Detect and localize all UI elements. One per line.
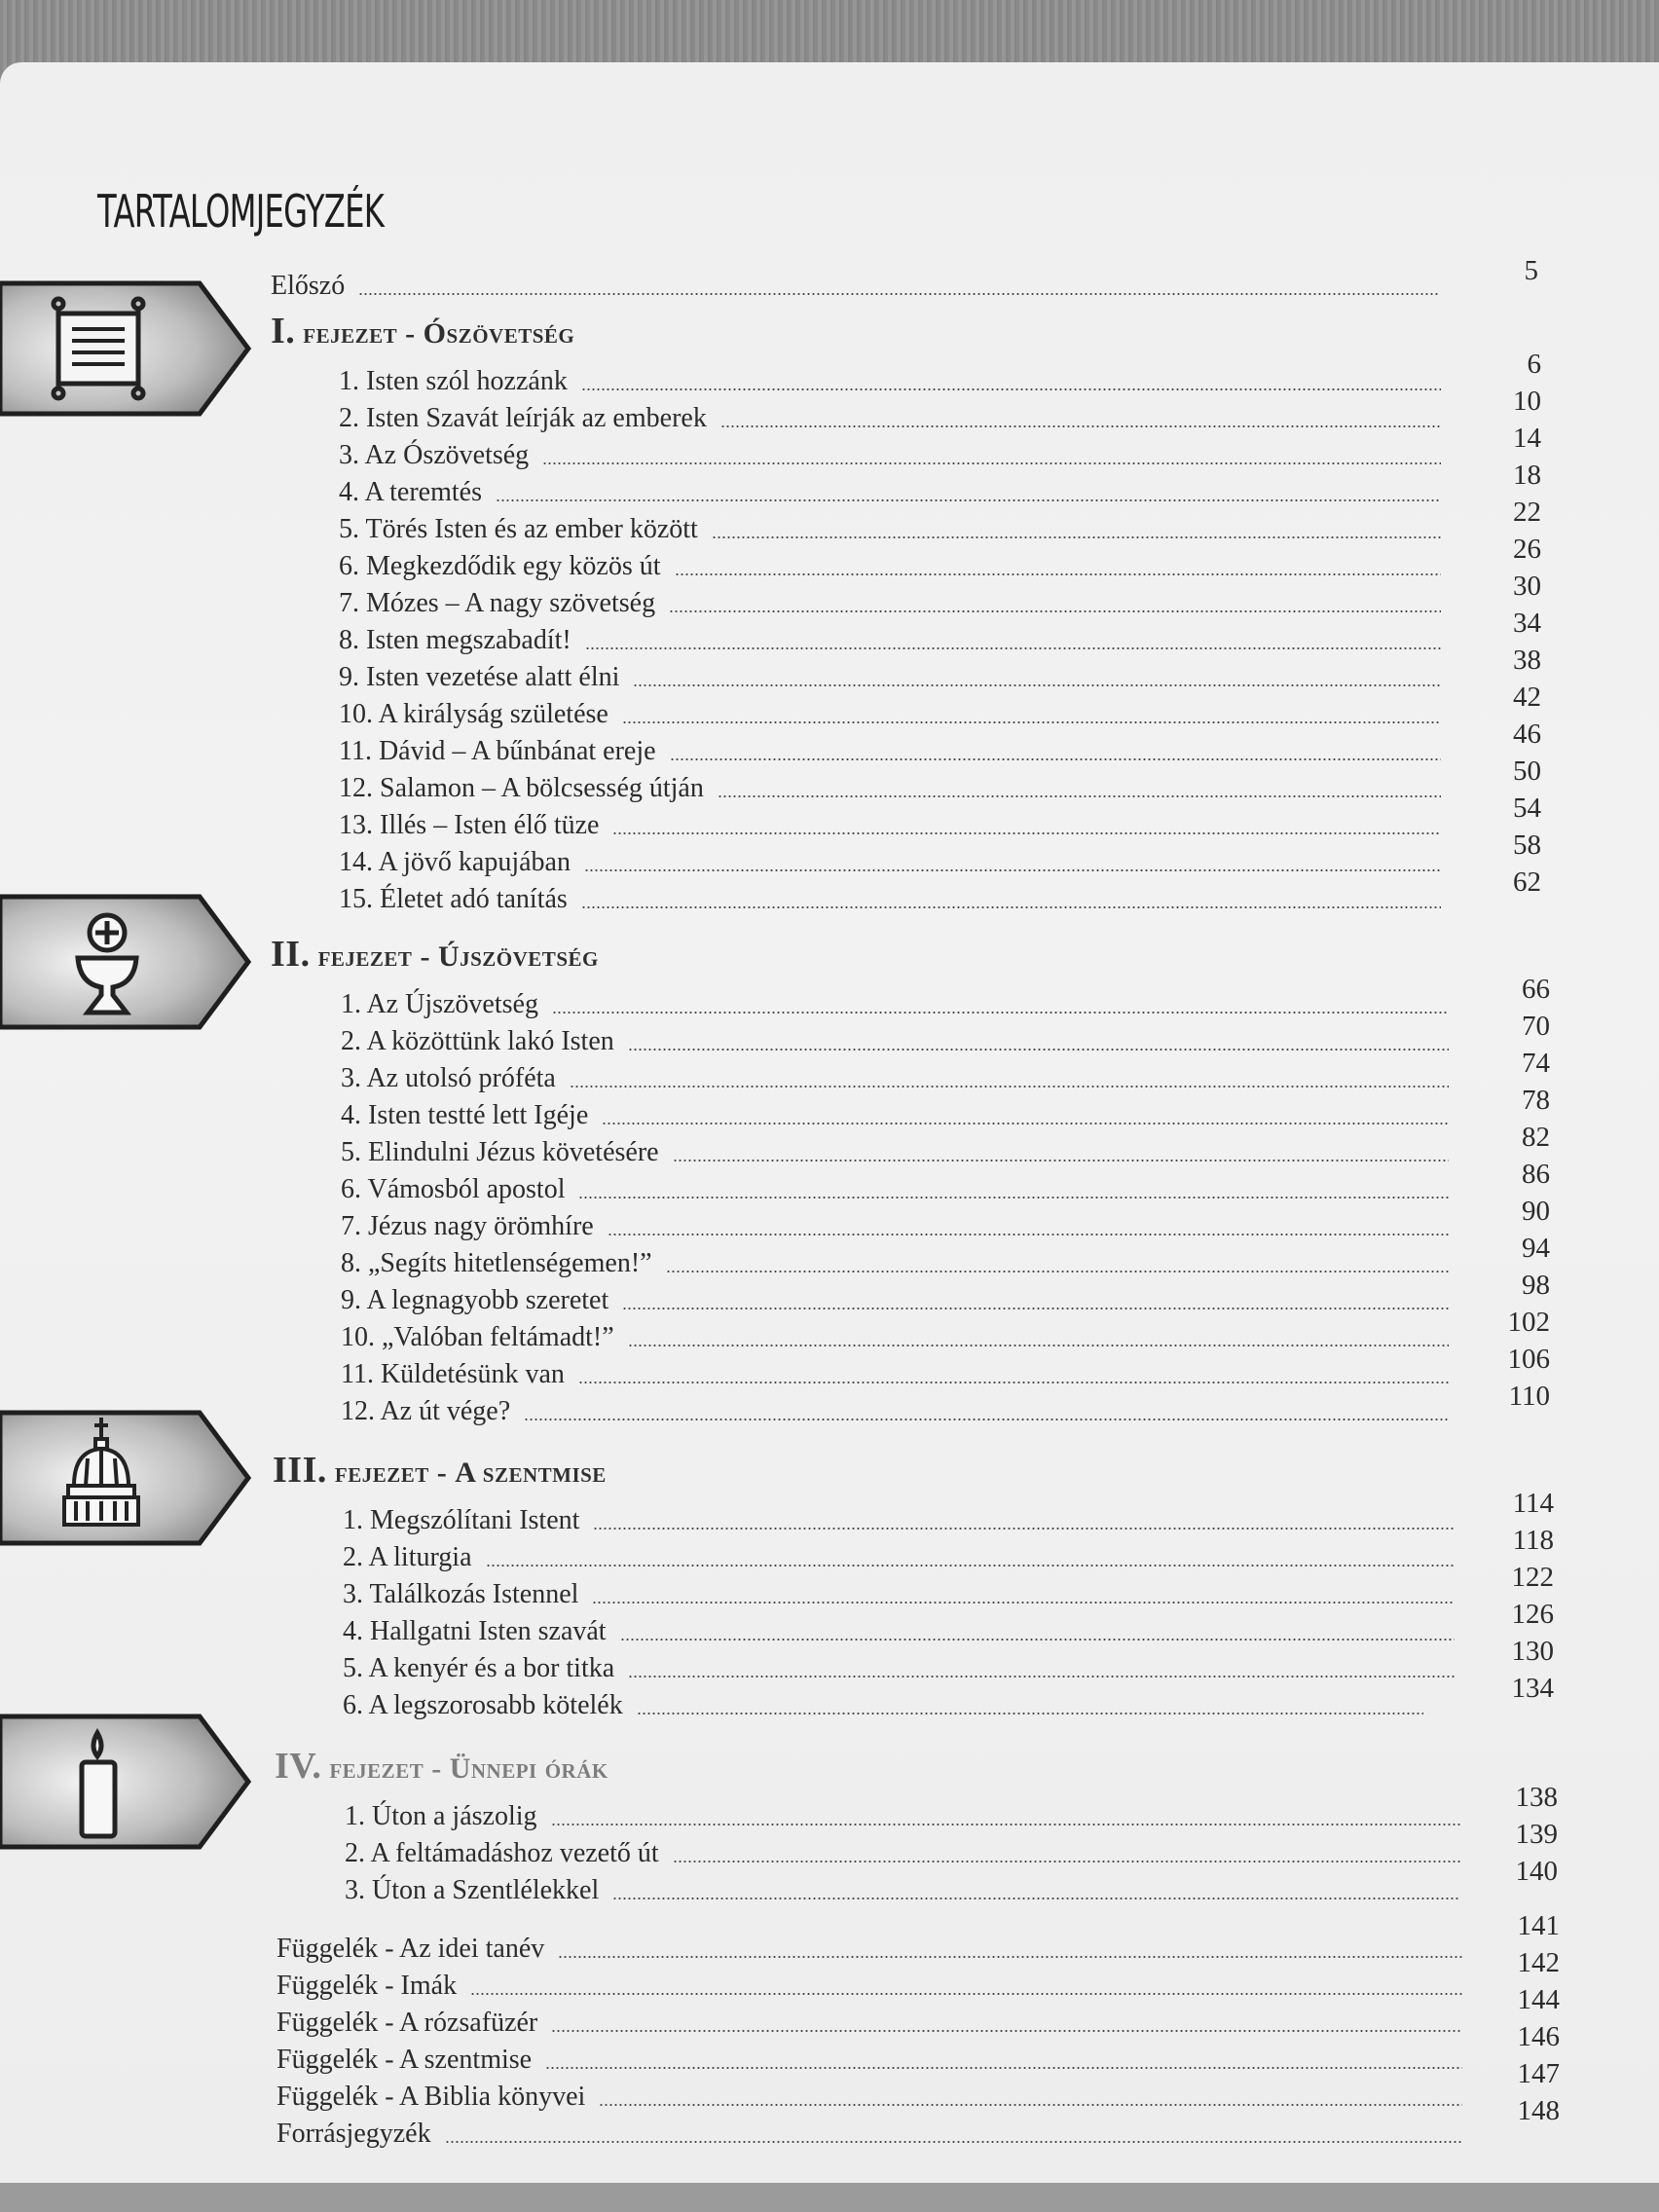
dot-leader: [551, 2030, 1462, 2032]
toc-page-number: 98: [1522, 1270, 1550, 1301]
dot-leader: [486, 1565, 1456, 1567]
dot-leader: [666, 1271, 1449, 1272]
desk-background-bottom: [0, 2181, 1659, 2212]
toc-entry[interactable]: 5. Elindulni Jézus követésére: [341, 1129, 1458, 1168]
scroll-icon: [54, 299, 143, 398]
toc-page-number: 62: [1513, 866, 1541, 898]
toc-entry-appendix[interactable]: Függelék - Az idei tanév: [276, 1926, 1472, 1965]
toc-entry[interactable]: 7. Mózes – A nagy szövetség: [339, 580, 1451, 619]
toc-entry[interactable]: 8. Isten megszabadít!: [339, 617, 1451, 656]
toc-entry[interactable]: 12. Salamon – A bölcsesség útján: [339, 765, 1451, 804]
toc-entry-appendix[interactable]: Függelék - A rózsafüzér: [276, 2000, 1472, 2039]
toc-entry[interactable]: 4. A teremtés: [339, 469, 1451, 508]
dot-leader: [545, 2067, 1462, 2069]
chapter-tab-4: [0, 1714, 253, 1850]
toc-entry[interactable]: 2. A liturgia: [343, 1534, 1464, 1573]
dot-leader: [622, 721, 1441, 723]
chapter-heading-1: I. fejezet - Ószövetség: [271, 311, 575, 351]
dot-leader: [585, 647, 1441, 649]
toc-page-number: 86: [1522, 1159, 1550, 1190]
dot-leader: [524, 1419, 1449, 1420]
dot-leader: [670, 758, 1441, 760]
dot-leader: [584, 869, 1441, 871]
toc-entry-preface[interactable]: [271, 263, 1449, 302]
toc-page-number: 10: [1513, 386, 1541, 417]
toc-page-number: 50: [1513, 756, 1541, 787]
dot-leader: [581, 906, 1441, 908]
dot-leader: [637, 1713, 1423, 1714]
dot-leader: [612, 832, 1441, 834]
toc-page-number: 94: [1522, 1233, 1550, 1264]
toc-page-number: 70: [1522, 1011, 1550, 1042]
toc-entry[interactable]: 5. A kenyér és a bor titka: [343, 1645, 1464, 1684]
toc-page-number: 38: [1513, 645, 1541, 676]
toc-page-number: 66: [1522, 974, 1550, 1005]
dot-leader: [592, 1602, 1455, 1604]
dot-leader: [720, 425, 1441, 427]
toc-entry[interactable]: 11. Küldetésünk van: [341, 1351, 1458, 1390]
toc-entry[interactable]: 6. Megkezdődik egy közös út: [339, 543, 1451, 582]
chapter-tab-3: [0, 1410, 253, 1546]
dot-leader: [570, 1086, 1449, 1088]
toc-entry[interactable]: 1. Isten szól hozzánk: [339, 358, 1451, 397]
toc-page-number: 78: [1522, 1085, 1550, 1116]
toc-page-number: 14: [1513, 423, 1541, 454]
toc-entry[interactable]: 3. Találkozás Istennel: [343, 1571, 1464, 1610]
toc-page-number: 130: [1511, 1636, 1554, 1667]
toc-entry-appendix[interactable]: Függelék - A Biblia könyvei: [276, 2074, 1472, 2113]
toc-page-number: 144: [1517, 1984, 1560, 2015]
toc-entry[interactable]: 10. „Valóban feltámadt!”: [341, 1314, 1458, 1353]
toc-entry[interactable]: 14. A jövő kapujában: [339, 839, 1451, 878]
toc-entry[interactable]: 9. Isten vezetése alatt élni: [339, 654, 1451, 693]
toc-page-number: 102: [1507, 1307, 1550, 1338]
toc-entry[interactable]: 5. Törés Isten és az ember között: [339, 506, 1451, 545]
toc-page-number: 138: [1515, 1782, 1558, 1813]
dot-leader: [608, 1234, 1449, 1235]
dot-leader: [558, 1956, 1462, 1958]
toc-page-number: 82: [1522, 1122, 1550, 1153]
dot-leader: [602, 1123, 1449, 1124]
toc-page-number: 5: [1524, 255, 1538, 286]
toc-entry[interactable]: 1. Megszólítani Istent: [343, 1497, 1464, 1536]
dot-leader: [599, 2104, 1462, 2106]
toc-entry[interactable]: 13. Illés – Isten élő tüze: [339, 802, 1451, 841]
chapter-heading-2: II. fejezet - Újszövetség: [271, 934, 599, 975]
dot-leader: [358, 293, 1439, 295]
toc-entry-label: Előszó: [271, 271, 346, 301]
dot-leader: [673, 1861, 1460, 1862]
toc-entry-appendix[interactable]: Függelék - Imák: [276, 1963, 1472, 2002]
dot-leader: [712, 536, 1441, 538]
toc-page-number: 141: [1517, 1910, 1560, 1941]
toc-entry[interactable]: 8. „Segíts hitetlenségemen!”: [341, 1240, 1458, 1279]
dot-leader: [628, 1049, 1449, 1051]
toc-entry-appendix[interactable]: Függelék - A szentmise: [276, 2037, 1472, 2076]
toc-page-number: 140: [1515, 1856, 1558, 1887]
dot-leader: [551, 1824, 1460, 1825]
toc-entry[interactable]: 3. Az Ószövetség: [339, 432, 1451, 471]
dot-leader: [622, 1308, 1449, 1309]
toc-page-number: 18: [1513, 460, 1541, 491]
toc-entry[interactable]: 6. A legszorosabb kötelék: [343, 1682, 1433, 1721]
dot-leader: [675, 573, 1442, 575]
toc-page-number: 34: [1513, 608, 1541, 639]
toc-page-number: 54: [1513, 793, 1541, 824]
toc-page-number: 90: [1522, 1196, 1550, 1227]
dot-leader: [542, 462, 1441, 464]
toc-page-number: 110: [1508, 1381, 1550, 1412]
toc-page-number: 6: [1527, 349, 1541, 380]
toc-entry[interactable]: 4. Isten testté lett Igéje: [341, 1092, 1458, 1131]
toc-page-number: 26: [1513, 534, 1541, 565]
toc-page-number: 134: [1511, 1673, 1554, 1704]
dot-leader: [445, 2141, 1462, 2143]
toc-entry[interactable]: 2. A feltámadáshoz vezető út: [345, 1830, 1470, 1869]
toc-entry[interactable]: 9. A legnagyobb szeretet: [341, 1277, 1458, 1316]
toc-page-number: 122: [1511, 1562, 1554, 1593]
dot-leader: [578, 1382, 1449, 1383]
dot-leader: [578, 1197, 1449, 1198]
toc-page-number: 147: [1517, 2058, 1560, 2089]
dot-leader: [669, 610, 1441, 612]
chapter-heading-3: III. fejezet - A szentmise: [273, 1450, 607, 1491]
toc-page-number: 148: [1517, 2095, 1560, 2126]
dot-leader: [628, 1345, 1449, 1346]
toc-page-number: 46: [1513, 719, 1541, 750]
toc-page-number: 22: [1513, 497, 1541, 528]
dot-leader: [628, 1676, 1455, 1677]
chapter-heading-4: IV. fejezet - Ünnepi órák: [275, 1746, 608, 1787]
dot-leader: [633, 684, 1441, 686]
dot-leader: [581, 388, 1441, 390]
page-title: TARTALOMJEGYZÉK: [97, 185, 385, 238]
toc-entry[interactable]: 15. Életet adó tanítás: [339, 876, 1451, 915]
toc-page-number: 118: [1512, 1525, 1554, 1556]
dot-leader: [612, 1898, 1460, 1899]
dot-leader: [620, 1639, 1455, 1641]
toc-entry-appendix[interactable]: Forrásjegyzék: [276, 2111, 1472, 2150]
toc-page-number: 42: [1513, 682, 1541, 713]
toc-entry[interactable]: 10. A királyság születése: [339, 691, 1451, 730]
toc-entry[interactable]: 1. Úton a jászolig: [345, 1793, 1470, 1832]
toc-page-number: 146: [1517, 2021, 1560, 2052]
toc-entry[interactable]: 3. Úton a Szentlélekkel: [345, 1867, 1470, 1906]
toc-page-number: 142: [1517, 1947, 1560, 1978]
toc-page-number: 139: [1515, 1819, 1558, 1850]
toc-entry[interactable]: 6. Vámosból apostol: [341, 1166, 1458, 1205]
toc-entry[interactable]: 2. Isten Szavát leírják az emberek: [339, 395, 1451, 434]
toc-entry[interactable]: 1. Az Újszövetség: [341, 981, 1458, 1020]
dot-leader: [470, 1993, 1462, 1995]
toc-page-number: 114: [1512, 1488, 1554, 1519]
toc-page-number: 106: [1507, 1344, 1550, 1375]
dot-leader: [718, 795, 1441, 797]
dot-leader: [496, 499, 1441, 501]
toc-entry[interactable]: 11. Dávid – A bűnbánat ereje: [339, 728, 1451, 767]
dot-leader: [552, 1012, 1449, 1014]
dot-leader: [673, 1160, 1449, 1161]
toc-page-number: 30: [1513, 571, 1541, 602]
toc-entry[interactable]: 4. Hallgatni Isten szavát: [343, 1608, 1464, 1647]
toc-page-number: 126: [1511, 1599, 1554, 1630]
chapter-tab-1: [0, 280, 253, 417]
chapter-tab-2: [0, 894, 253, 1030]
toc-entry[interactable]: 3. Az utolsó próféta: [341, 1055, 1458, 1094]
toc-entry[interactable]: 12. Az út vége?: [341, 1388, 1458, 1427]
toc-page-number: 58: [1513, 830, 1541, 861]
dot-leader: [593, 1528, 1455, 1530]
toc-entry[interactable]: 7. Jézus nagy örömhíre: [341, 1203, 1458, 1242]
toc-entry[interactable]: 2. A közöttünk lakó Isten: [341, 1018, 1458, 1057]
toc-page-number: 74: [1522, 1048, 1550, 1079]
